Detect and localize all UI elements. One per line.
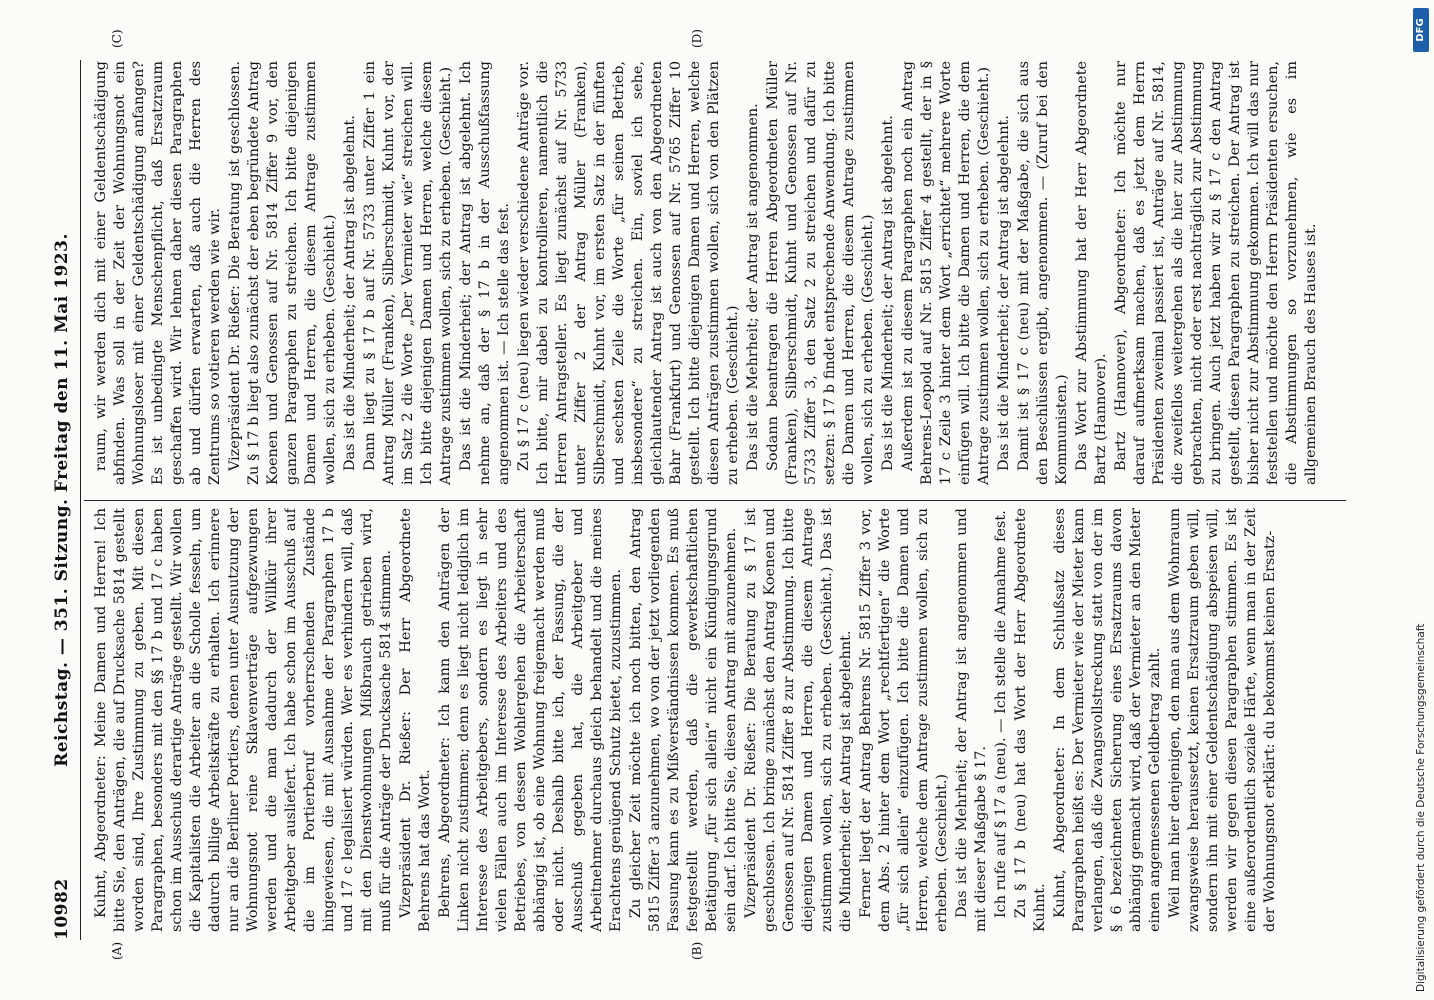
- paragraph: Das ist die Minderheit; der Antrag ist abgelehnt.: [996, 115, 1012, 471]
- paragraph: raum, wir werden dich mit einer Geldentschädigung abfinden. Was soll in der Zeit der Wohnungsnot ein Wohnungsloser mit einer Geldentschädigung anfangen? Es ist unbedingte Menschenpflicht, daß Ersatzraum geschaffen wird. Wir lehnen daher diesen Paragraphen ab und dürfen erwarten, daß auch die Herren des Zentrums so votieren werden wie wir.: [93, 61, 223, 485]
- dfg-logo-text: DFG: [1415, 18, 1426, 42]
- column-divider: [84, 500, 1346, 501]
- paragraph: Das ist die Mehrheit; der Antrag ist angenommen und mit dieser Maßgabe § 17.: [954, 508, 989, 932]
- credit-text: Digitalisierung gefördert durch die Deutsche Forschungsgemeinschaft: [1415, 623, 1427, 992]
- paragraph: Sodann beantragen die Herren Abgeordneten Müller (Franken), Silberschmidt, Kuhnt und Genossen auf Nr. 5733 Ziffer 3, den Satz 2 zu streichen und dafür zu setzen: § 17 b findet entsprechende Anwendung. Ich bitte die Damen und Herren, die diesem Antrage zustimmen wollen, sich zu erheben. (Geschieht.): [765, 61, 876, 485]
- paragraph: Zu § 17 c (neu) liegen wieder verschiedene Anträge vor. Ich bitte, mir dabei zu kontrollieren, namentlich die Herren Antragsteller. Es liegt zunächst auf Nr. 5733 unter Ziffer 2 der Antrag Müller (Franken), Silberschmidt, Kuhnt vor, im ersten Satz in der fünften und sechsten Zeile die Worte „für seinen Betrieb, insbesondere“ zu streichen. Ein, soviel ich sehe, gleichlautender Antrag ist auch von den Abgeordneten Bahr (Frankfurt) und Genossen auf Nr. 5765 Ziffer 10 gestellt. Ich bitte diejenigen Damen und Herren, welche diesen Anträgen zustimmen wollen, sich von den Plätzen zu erheben. (Geschieht.): [516, 61, 741, 485]
- paragraph: Das ist die Minderheit; der Antrag ist abgelehnt.: [880, 115, 896, 471]
- margin-mark-a: (A): [110, 941, 124, 960]
- paragraph: Dann liegt zu § 17 b auf Nr. 5733 unter Ziffer 1 ein Antrag Müller (Franken), Silberschmidt, Kuhnt vor, der im Satz 2 die Worte „Der Vermieter wie“ streichen will. Ich bitte diejenigen Damen und Herren, welche diesem Antrage zustimmen wollen, sich zu erheben. (Geschieht.): [362, 61, 454, 485]
- paragraph: Vizepräsident Dr. Rießer: Die Beratung zu § 17 ist geschlossen. Ich bringe zunächst den Antrag Koenen und Genossen auf Nr. 5814 Ziffer 8 zur Abstimmung. Ich bitte diejenigen Damen und Herren, die diesem Antrage zustimmen wollen, sich zu erheben. (Geschieht.) Das ist die Minderheit; der Antrag ist abgelehnt.: [743, 508, 854, 932]
- paragraph: Bartz (Hannover), Abgeordneter: Ich möchte nur darauf aufmerksam machen, daß es jetzt dem Herrn Präsidenten zweimal passiert ist, Anträge auf Nr. 5814, die zweifellos weitergehen als die hier zur Abstimmung gebrachten, nicht oder erst nachträglich zur Abstimmung zu bringen. Auch jetzt haben wir zu § 17 c den Antrag gestellt, diesen Paragraphen zu streichen. Der Antrag ist bisher nicht zur Abstimmung gekommen. Ich will das nur feststellen und möchte den Herrn Präsidenten ersuchen, die Abstimmungen so vorzunehmen, wie es im allgemeinen Brauch des Hauses ist.: [1113, 61, 1319, 485]
- margin-mark-c: (C): [110, 29, 124, 48]
- paragraph: Außerdem ist zu diesem Paragraphen noch ein Antrag Behrens-Leopold auf Nr. 5815 Ziffer 4 gestellt, der in § 17 c Zeile 3 hinter dem Wort „errichtet“ mehrere Worte einfügen will. Ich bitte die Damen und Herren, die dem Antrage zustimmen wollen, sich zu erheben. (Geschieht.): [900, 61, 992, 485]
- margin-mark-d: (D): [690, 29, 704, 48]
- paragraph: Behrens, Abgeordneter: Ich kann den Anträgen der Linken nicht zustimmen; denn es liegt nicht lediglich im Interesse des Arbeitgebers, sondern es liegt in sehr vielen Fällen auch im Interesse des Arbeiters und des Betriebes, von dessen Wohlergehen die Arbeiterschaft abhängig ist, ob eine Wohnung freigemacht werden muß oder nicht. Deshalb bitte ich, der Fassung, die der Ausschuß gegeben hat, die Arbeitgeber und Arbeitnehmer durchaus gleich behandelt und die meines Erachtens genügend Schutz bietet, zuzustimmen.: [437, 508, 624, 932]
- paragraph: Zu gleicher Zeit möchte ich noch bitten, den Antrag 5815 Ziffer 3 anzunehmen, wo von der jetzt vorliegenden Fassung kann es zu Mißverständnissen kommen. Es muß festgestellt werden, daß die gewerkschaftlichen Betätigung „für sich allein“ nicht ein Kündigungsgrund sein darf. Ich bitte Sie, diesen Antrag mit anzunehmen.: [628, 508, 739, 932]
- paragraph: Ferner liegt der Antrag Behrens Nr. 5815 Ziffer 3 vor, dem Abs. 2 hinter dem Wort „rechtfertigen“ die Worte „für sich allein“ einzufügen. Ich bitte die Damen und Herren, welche dem Antrage zustimmen wollen, sich zu erheben. (Geschieht.): [858, 508, 950, 932]
- paragraph: Das ist die Mehrheit; der Antrag ist angenommen.: [745, 103, 761, 471]
- right-column: [92, 61, 1342, 485]
- left-column: [92, 508, 1342, 932]
- paragraph: Ich rufe auf § 17 a (neu). — Ich stelle die Annahme fest.: [993, 510, 1009, 918]
- paragraph: Das Wort zur Abstimmung hat der Herr Abgeordnete Bartz (Hannover).: [1074, 61, 1109, 485]
- header-rule: [80, 60, 81, 940]
- page-title: Reichstag. — 351. Sitzung. Freitag den 11. Mai 1923.: [52, 233, 72, 767]
- paragraph: Damit ist § 17 c (neu) mit der Maßgabe, die sich aus den Beschlüssen ergibt, angenommen. — (Zuruf bei den Kommunisten.): [1016, 61, 1070, 485]
- paragraph: Kuhnt, Abgeordneter: In dem Schlußsatz dieses Paragraphen heißt es: Der Vermieter wie der Mieter kann verlangen, daß die Zwangsvollstreckung statt von der im § 6 bezeichneten Sicherung eines Ersatzraums davon abhängig gemacht wird, daß der Vermieter an den Mieter einen angemessenen Geldbetrag zahlt.: [1052, 508, 1163, 932]
- page-header: [52, 60, 76, 940]
- dfg-logo: [1413, 8, 1429, 52]
- margin-mark-b: (B): [690, 941, 704, 960]
- paragraph: Weil man hier denjenigen, den man aus dem Wohnraum zwangsweise heraussetzt, keinen Ersatzraum geben will, sondern ihn mit einer Geldentschädigung abspeisen will, werden wir gegen diesen Paragraphen stimmen. Es ist eine außerordentlich soziale Härte, wenn man in der Zeit der Wohnungsnot erklärt: du bekommst keinen Ersatz-: [1167, 508, 1278, 932]
- paragraph: Das ist die Minderheit; der Antrag ist abgelehnt.: [342, 115, 358, 471]
- paragraph: Vizepräsident Dr. Rießer: Der Herr Abgeordnete Behrens hat das Wort.: [398, 508, 433, 932]
- paragraph: Zu § 17 b (neu) hat das Wort der Herr Abgeordnete Kuhnt.: [1013, 508, 1048, 932]
- paragraph: Das ist die Minderheit; der Antrag ist abgelehnt. Ich nehme an, daß der § 17 b in der Ausschußfassung angenommen ist. — Ich stelle das fest.: [458, 61, 512, 485]
- paragraph: Vizepräsident Dr. Rießer: Die Beratung ist geschlossen. Zu § 17 b liegt also zunächst der eben begründete Antrag Koenen und Genossen auf Nr. 5814 Ziffer 9 vor, den ganzen Paragraphen zu streichen. Ich bitte diejenigen Damen und Herren, die diesem Antrage zustimmen wollen, sich zu erheben. (Geschieht.): [227, 61, 338, 485]
- digitization-credit: [1408, 0, 1434, 1000]
- paragraph: Kuhnt, Abgeordneter: Meine Damen und Herren! Ich bitte Sie, den Anträgen, die auf Drucksache 5814 gestellt worden sind, Ihre Zustimmung zu geben. Mit diesen Paragraphen, besonders mit den §§ 17 b und 17 c haben schon im Ausschuß derartige Anträge gestellt. Wir wollen die Kapitalisten die Arbeiter an die Scholle fesseln, um dadurch billige Arbeitskräfte zu erhalten. Ich erinnere nur an die Berliner Portiers, denen unter Ausnutzung der Wohnungsnot reine Sklavenverträge aufgezwungen werden und die man dadurch der Willkür ihrer Arbeitgeber ausliefert. Ich habe schon im Ausschuß auf die im Portierberuf vorherrschenden Zustände hingewiesen, die mit Ausnahme der Paragraphen 17 b und 17 c legalisiert würden. Wer es verhindern will, daß mit den Dienstwohnungen Mißbrauch getrieben wird, muß für die Anträge der Drucksache 5814 stimmen.: [93, 508, 394, 932]
- page-number: 10982: [52, 878, 72, 940]
